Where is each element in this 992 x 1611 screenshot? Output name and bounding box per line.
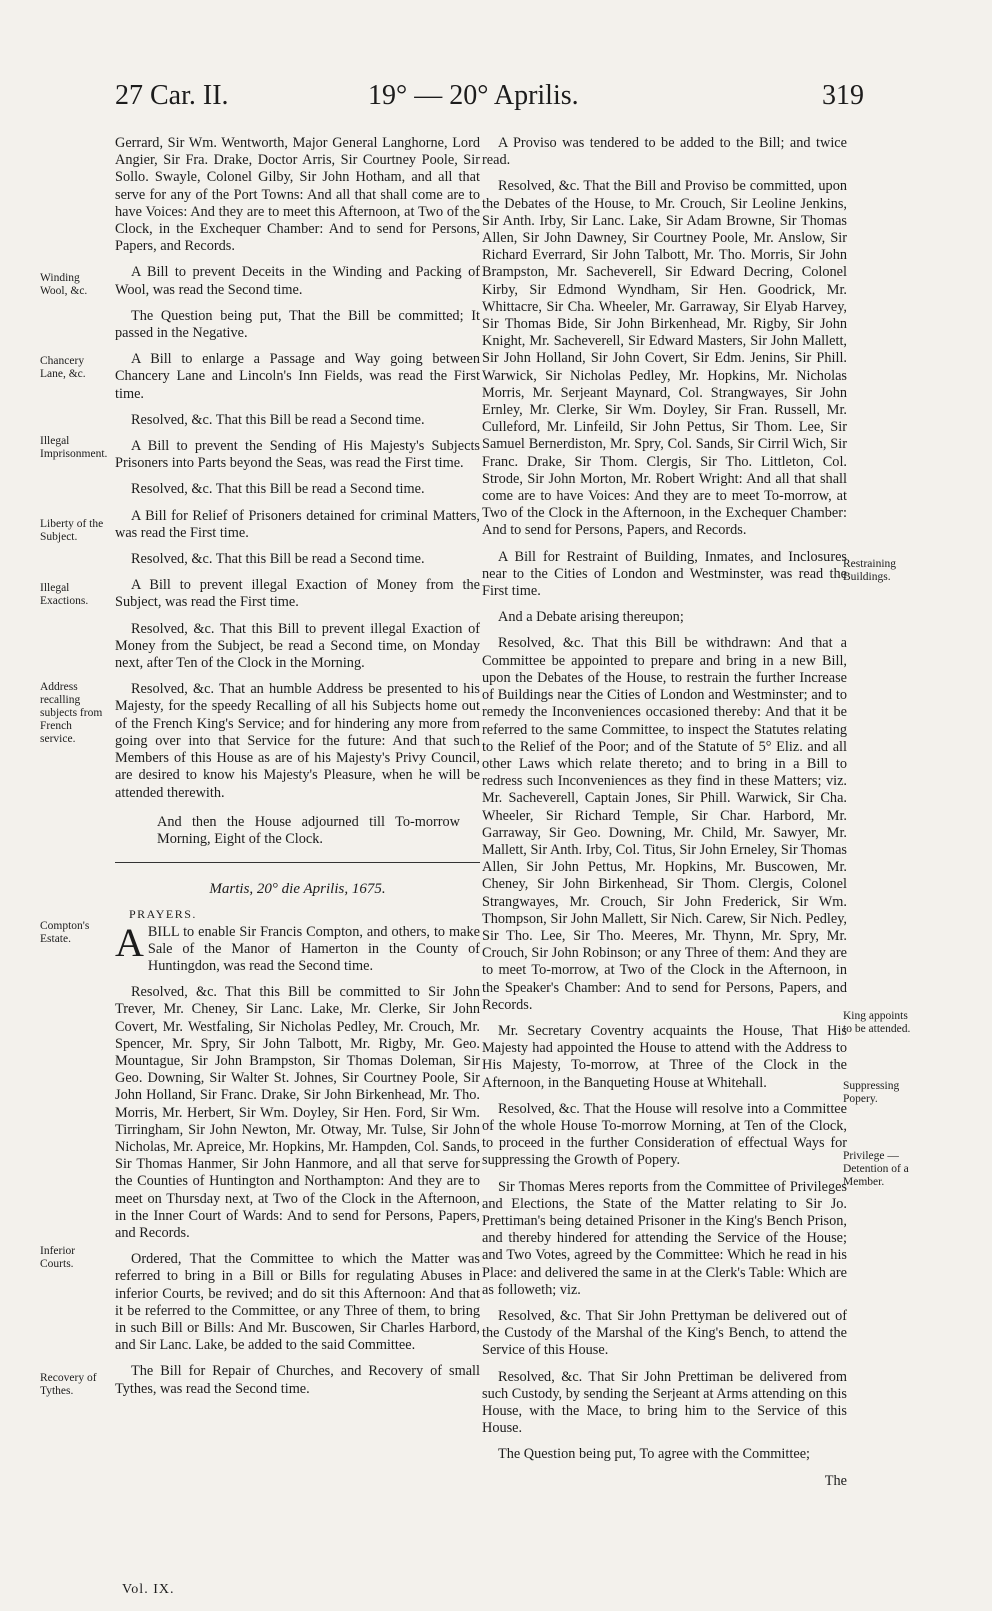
date-heading: Martis, 20° die Aprilis, 1675. xyxy=(209,881,386,898)
regnal-year: 27 Car. II. xyxy=(115,80,229,111)
paragraph: Resolved, &c. That this Bill be read a Second time. xyxy=(131,481,425,498)
paragraph: Mr. Secretary Coventry acquaints the House, That His Majesty had appointed the House to attend with the Address to His Majesty, To-morrow, at Three of the Clock in the Afternoon, in the Banqueting House at Whitehall. xyxy=(482,1022,847,1091)
paragraph: Resolved, &c. That this Bill be committed to Sir John Trever, Mr. Cheney, Sir Lanc. Lake, Mr. Clerke, Sir John Covert, Mr. Westfaling, Sir Nicholas Pedley, Mr. Crouch, Mr. Spencer, Mr. Spry, Sir John Talbott, Mr. Rigby, Mr. Geo. Mountague, Sir John Brampston, Sir Thomas Doleman, Sir Geo. Downing, Sir Walter St. Johnes, Sir Courtney Poole, Sir John Holland, Sir Franc. Drake, Sir John Birkenhead, Mr. Tho. Morris, Mr. Herbert, Sir Wm. Doyley, Sir Hen. Ford, Sir Wm. Tirringham, Sir John Newton, Mr. Otway, Mr. Tulse, Sir John Nicholas, Mr. Apreice, Mr. Hopkins, Mr. Hampden, Col. Sands, Sir Thomas Hanmer, Sir John Hanmore, and all that serve for the Counties of Huntington and Northampton: And they are to meet on Thursday next, at Two of the Clock in the Afternoon, in the Inner Court of Wards: And to send for Persons, Papers, and Records. xyxy=(115,984,480,1241)
paragraph: Resolved, &c. That this Bill be read a Second time. xyxy=(131,551,425,568)
page-number: 319 xyxy=(822,80,864,111)
paragraph: A Bill to prevent the Sending of His Majesty's Subjects Prisoners into Parts beyond the Seas, was read the First time. xyxy=(115,438,480,472)
catchword: The xyxy=(824,1472,847,1489)
paragraph: Resolved, &c. That the House will resolve into a Committee of the whole House To-morrow Morning, at Ten of the Clock, to proceed in the further Consideration of effectual Ways for suppressing the Growth of Popery. xyxy=(482,1100,847,1169)
section-rule xyxy=(115,862,480,863)
paragraph: A Bill for Restraint of Building, Inmates, and Inclosures near to the Cities of London and Westminster, was read the First time. xyxy=(482,548,847,600)
margin-note-liberty: Liberty of the Subject. xyxy=(40,518,104,543)
paragraph: Resolved, &c. That Sir John Prettiman be delivered from such Custody, by sending the Serjeant at Arms attending on this House, with the Mace, to bring him to the Service of this House. xyxy=(482,1368,847,1437)
paragraph: The Bill for Repair of Churches, and Recovery of small Tythes, was read the Second time. xyxy=(115,1363,480,1397)
margin-note-popery: Suppressing Popery. xyxy=(843,1080,900,1105)
margin-note-inferior: Inferior Courts. xyxy=(40,1245,76,1270)
paragraph: Ordered, That the Committee to which the Matter was referred to bring in a Bill or Bills for regulating Abuses in inferior Courts, be revived; and do sit this Afternoon: And that it be referred to the Committee, or any Three of them, to bring in such Bill or Bills: And Mr. Buscowen, Sir Charles Harbord, and Sir Lanc. Lake, be added to the said Committee. xyxy=(115,1251,480,1354)
drop-cap: A xyxy=(115,919,144,965)
paragraph: Gerrard, Sir Wm. Wentworth, Major General Langhorne, Lord Angier, Sir Fra. Drake, Doctor Arris, Sir Courtney Poole, Sir Sollo. Swayle, Colonel Gilby, Sir John Hotham, and all that serve for any of the Port Towns: And all that shall come are to have Voices: And they are to meet this Afternoon, at Two of the Clock, in the Exchequer Chamber: And to send for Persons, Papers, and Records. xyxy=(115,135,480,255)
adjournment: And then the House adjourned till To-morrow Morning, Eight of the Clock. xyxy=(157,813,460,847)
margin-note-compton: Compton's Estate. xyxy=(40,920,90,945)
paragraph: Resolved, &c. That the Bill and Proviso be committed, upon the Debates of the House, to Mr. Crouch, Sir Leoline Jenkins, Sir Anth. Irby, Sir Lanc. Lake, Sir Adam Browne, Sir Thomas Allen, Sir John Dawney, Sir Courtney Poole, Mr. Anslow, Sir Richard Everrard, Sir John Talbott, Mr. Tho. Morris, Sir John Brampston, Mr. Sacheverell, Sir Edward Decring, Colonel Kirby, Sir Edmond Wyndham, Sir Hen. Goodrick, Mr. Whittacre, Sir Cha. Wheeler, Mr. Garraway, Sir Elyab Harvey, Sir Thomas Bide, Sir John Birkenhead, Mr. Rigby, Sir John Knight, Mr. Sacheverell, Sir Edward Masters, Sir John Mallett, Sir John Holland, Sir John Covert, Sir Edm. Jenins, Sir Phill. Warwick, Sir Nicholas Pedley, Mr. Hopkins, Mr. Nicholas Morris, Mr. Serjeant Maynard, Col. Strangwayes, Sir John Ernley, Mr. Clerke, Sir Wm. Doyley, Sir Fran. Russell, Mr. Culleford, Mr. Linfeild, Sir John Pettus, Sir Thom. Lee, Sir Samuel Bernerdiston, Mr. Spry, Col. Sands, Sir Cirril Wich, Sir Franc. Drake, Sir Thom. Clergis, Sir Tho. Littleton, Col. Strode, Sir John Morton, Mr. Robert Wright: And all that shall come are to have Voices: And they are to meet To-morrow, at Two of the Clock in the Afternoon, in the Exchequer Chamber: And to send for Persons, Papers, and Records. xyxy=(482,178,847,539)
margin-note-exactions: Illegal Exactions. xyxy=(40,582,89,607)
paragraph: Resolved, &c. That this Bill be read a Second time. xyxy=(131,411,425,428)
paragraph: ABILL to enable Sir Francis Compton, and others, to make Sale of the Manor of Hamerton in the County of Huntingdon, was read the Second time. xyxy=(115,919,480,974)
running-header xyxy=(0,80,992,130)
margin-note-imprisonment: Illegal Imprisonment. xyxy=(40,435,108,460)
paragraph: A Proviso was tendered to be added to the Bill; and twice read. xyxy=(482,135,847,169)
volume-signature: Vol. IX. xyxy=(122,1582,175,1597)
paragraph: Resolved, &c. That this Bill to prevent illegal Exaction of Money from the Subject, be read a Second time, on Monday next, after Ten of the Clock in the Morning. xyxy=(115,620,480,672)
paragraph: The Question being put, That the Bill be committed; It passed in the Negative. xyxy=(115,307,480,342)
paragraph: Resolved, &c. That an humble Address be presented to his Majesty, for the speedy Recalling of all his Subjects home out of the French King's Service; and for hindering any more from going over into that Service for the future: And that such Members of this House as are of his Majesty's Privy Council, are desired to know his Majesty's Pleasure, when he will be attended therewith. xyxy=(115,681,480,801)
left-column xyxy=(115,135,480,1407)
paragraph: A Bill to prevent illegal Exaction of Money from the Subject, was read the First time. xyxy=(115,577,480,611)
paragraph: Resolved, &c. That Sir John Prettyman be delivered out of the Custody of the Marshal of the King's Bench, to attend the Service of this House. xyxy=(482,1308,847,1359)
prayers-heading: PRAYERS. xyxy=(129,907,197,922)
paragraph: A Bill for Relief of Prisoners detained for criminal Matters, was read the First time. xyxy=(115,507,480,541)
margin-note-winding: Winding Wool, &c. xyxy=(40,272,88,297)
paragraph: Resolved, &c. That this Bill be withdrawn: And that a Committee be appointed to prepare and bring in a new Bill, upon the Debates of the House, to restrain the further Increase of Buildings near the Cities of London and Westminster; and to remedy the Inconveniences occasioned thereby: And that it be referred to the same Committee, to inspect the Statutes relating to the Relief of the Poor; and of the Statute of 5° Eliz. and all other Laws which relate thereto; and to bring in a Bill to redress such Inconveniences as they find in these Matters; viz. Mr. Sacheverell, Captain Jones, Sir Phill. Warwick, Sir Cha. Wheeler, Sir Richard Temple, Sir Char. Harbord, Mr. Garraway, Sir Geo. Downing, Mr. Child, Mr. Sawyer, Mr. Mallett, Sir Anth. Irby, Col. Titus, Sir John Erneley, Sir Thomas Allen, Sir John Pettus, Mr. Hopkins, Mr. Buscowen, Mr. Cheney, Sir John Birkenhead, Sir Thom. Clergis, Colonel Strangwayes, Mr. Crouch, Sir John Frederick, Sir Wm. Thompson, Sir John Mallett, Sir Nich. Carew, Sir Nich. Pedley, Sir Tho. Lee, Sir Tho. Meeres, Mr. Thynn, Mr. Spry, Mr. Crouch, Sir John Robinson; or any Three of them: And they are to meet To-morrow, at Two of the Clock in the Afternoon, in the Speaker's Chamber: And to send for Persons, Papers, and Records. xyxy=(482,635,847,1013)
paragraph: The Question being put, To agree with the Committee; xyxy=(498,1446,811,1463)
margin-note-king: King appoints to be attended. xyxy=(843,1010,911,1035)
date-range: 19° — 20° Aprilis. xyxy=(368,80,579,111)
paragraph: Sir Thomas Meres reports from the Committee of Privileges and Elections, the State of the Matter relating to Sir Jo. Prettiman's being detained Prisoner in the King's Bench Prison, and thereby hindered for attending the Service of the House; and Two Votes, agreed by the Committee: Which he read in his Place: and delivered the same in at the Clerk's Table: Which are as followeth; viz. xyxy=(482,1178,847,1298)
margin-note-tythes: Recovery of Tythes. xyxy=(40,1372,97,1397)
right-column xyxy=(482,135,847,1490)
paragraph: And a Debate arising thereupon; xyxy=(498,609,684,626)
margin-note-privilege: Privilege — Detention of a Member. xyxy=(843,1150,909,1188)
margin-note-chancery: Chancery Lane, &c. xyxy=(40,355,86,380)
margin-note-address: Address recalling subjects from French service. xyxy=(40,681,103,745)
margin-note-restraining: Restraining Buildings. xyxy=(843,558,897,583)
paragraph: A Bill to prevent Deceits in the Winding and Packing of Wool, was read the Second time. xyxy=(115,264,480,298)
paragraph: A Bill to enlarge a Passage and Way going between Chancery Lane and Lincoln's Inn Fields, was read the First time. xyxy=(115,351,480,402)
